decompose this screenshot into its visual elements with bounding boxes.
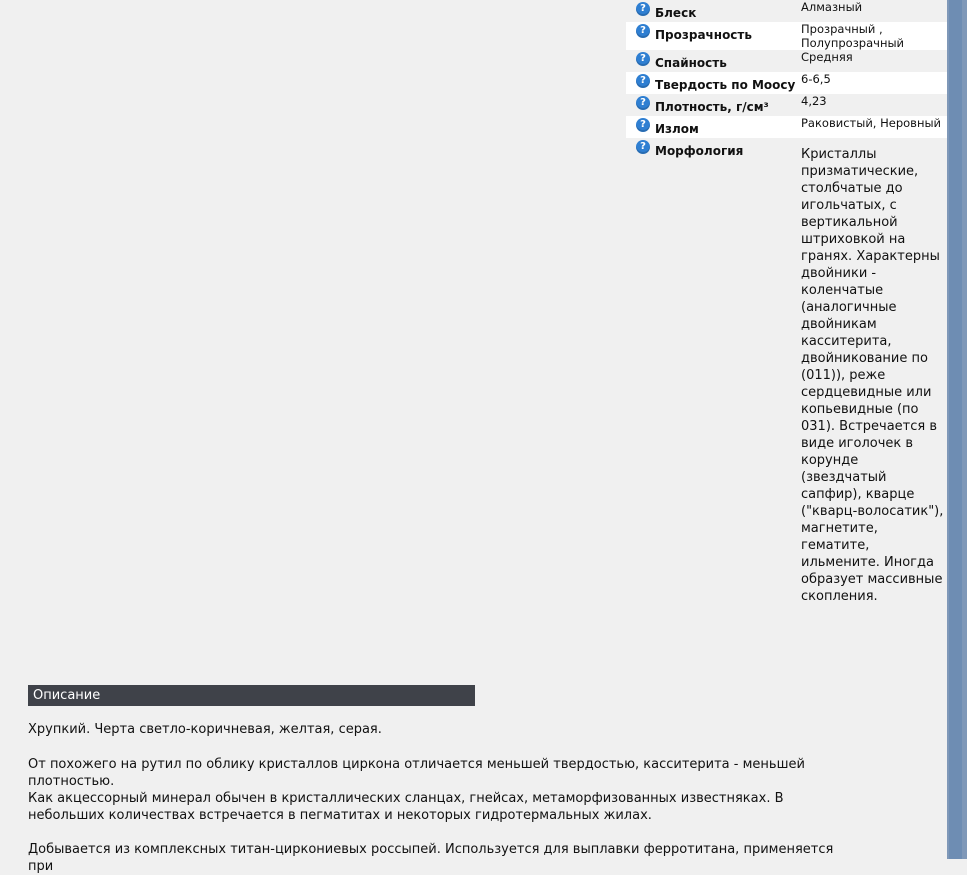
property-name: Морфология [655,144,744,158]
help-icon[interactable]: ? [636,140,650,154]
property-value: Раковистый, Неровный [801,116,942,130]
property-value: 4,23 [801,94,827,108]
property-name: Прозрачность [655,28,752,42]
property-name: Твердость по Моосу [655,78,796,92]
help-icon[interactable]: ? [636,2,650,16]
help-icon[interactable]: ? [636,52,650,66]
help-icon[interactable]: ? [636,74,650,88]
property-name: Плотность, г/см³ [655,100,769,114]
property-value: Алмазный [801,0,863,14]
property-row [626,94,947,116]
property-value: Прозрачный , Полупрозрачный [801,22,905,50]
property-row [626,72,947,94]
description-header: Описание [28,685,475,706]
description-paragraph: Хрупкий. Черта светло-коричневая, желтая, серая. [28,722,382,737]
description-paragraph: Добывается из комплексных титан-циркониевых россыпей. Используется для выплавки ферротитана, применяется при [28,842,834,874]
property-row [626,0,947,22]
property-row [626,116,947,138]
property-name: Блеск [655,6,697,20]
property-value: Кристаллы призматические, столбчатые до игольчатых, с вертикальной штриховкой на гранях. Характерны двойники - коленчатые (аналогичные двойникам касситерита, двойникование по (011)), реже сердцевидные или копьевидные (по 031). Встречается в виде иголочек в корунде (звездчатый сапфир), кварце ("кварц-волосатик"), магнетите, гематите, ильмените. Иногда образует массивные скопления. [801,147,944,604]
scrollbar-track[interactable] [949,0,962,859]
property-row [626,22,947,50]
help-icon[interactable]: ? [636,96,650,110]
help-icon[interactable]: ? [636,118,650,132]
property-name: Спайность [655,56,727,70]
property-value: Средняя [801,50,853,64]
property-value: 6-6,5 [801,72,831,86]
property-name: Излом [655,122,699,136]
scrollbar[interactable] [947,0,967,859]
help-icon[interactable]: ? [636,24,650,38]
property-row [626,50,947,72]
properties-table [626,0,947,612]
description-paragraph: Как акцессорный минерал обычен в кристаллических сланцах, гнейсах, метаморфизованных известняках. В небольших количествах встречается в пегматитах и некоторых гидротермальных жилах. [28,791,784,823]
property-row [626,138,947,612]
description-paragraph: От похожего на рутил по облику кристаллов циркона отличается меньшей твердостью, касситерита - меньшей плотностью. [28,757,805,789]
